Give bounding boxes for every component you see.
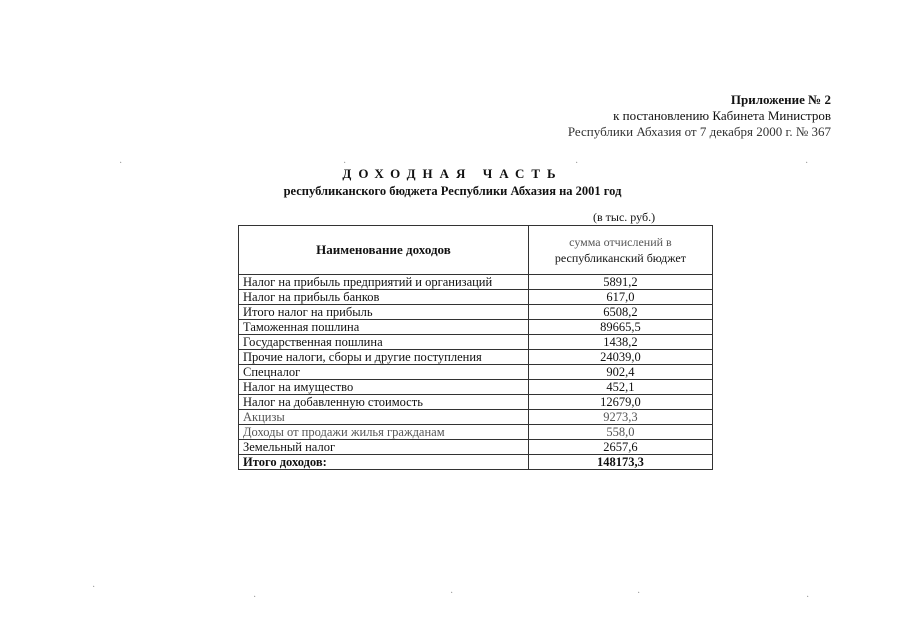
row-name: Спецналог [239,365,529,380]
row-value: 2657,6 [528,440,712,455]
document-title: ДОХОДНАЯ ЧАСТЬ [342,166,563,181]
table-row [239,440,713,455]
row-name: Налог на прибыль предприятий и организаций [239,275,529,290]
scan-speck: · [575,158,579,169]
scan-speck: · [637,588,641,599]
scan-speck: · [119,158,123,169]
row-name: Итого налог на прибыль [239,305,529,320]
total-row [239,455,713,470]
header-sum-line-1: сумма отчислений в [569,235,672,249]
revenue-table [238,225,713,470]
table-row [239,275,713,290]
appendix-line-2: к постановлению Кабинета Министров [613,108,831,123]
scan-speck: · [92,582,96,593]
row-value: 24039,0 [528,350,712,365]
header-sum-line-2: республиканский бюджет [554,251,686,265]
row-value: 89665,5 [528,320,712,335]
units-note: (в тыс. руб.) [593,210,656,224]
row-value: 452,1 [528,380,712,395]
appendix-note [568,92,831,140]
header-sum [528,226,712,275]
row-name: Налог на имущество [239,380,529,395]
table-row [239,395,713,410]
table-header-row [239,226,713,275]
row-value: 902,4 [528,365,712,380]
document-subtitle: республиканского бюджета Республики Абхазия на 2001 год [283,184,622,198]
row-name: Земельный налог [239,440,529,455]
table-row [239,290,713,305]
appendix-title: Приложение № 2 [730,92,831,107]
row-name: Прочие налоги, сборы и другие поступления [239,350,529,365]
row-value: 9273,3 [528,410,712,425]
table-row [239,425,713,440]
document-title-block [0,166,905,199]
table-row [239,380,713,395]
table-row [239,350,713,365]
scan-speck: · [806,592,810,603]
scan-speck: · [450,588,454,599]
row-name: Налог на добавленную стоимость [239,395,529,410]
table-row [239,320,713,335]
table-row [239,365,713,380]
table-row [239,410,713,425]
scan-speck: · [805,158,809,169]
row-value: 12679,0 [528,395,712,410]
row-name: Акцизы [239,410,529,425]
row-value: 1438,2 [528,335,712,350]
total-label: Итого доходов: [239,455,529,470]
header-name: Наименование доходов [239,226,529,275]
row-value: 6508,2 [528,305,712,320]
row-value: 5891,2 [528,275,712,290]
table-row [239,305,713,320]
row-value: 617,0 [528,290,712,305]
row-value: 558,0 [528,425,712,440]
row-name: Доходы от продажи жилья гражданам [239,425,529,440]
row-name: Таможенная пошлина [239,320,529,335]
table-row [239,335,713,350]
scan-speck: · [253,592,257,603]
appendix-line-3: Республики Абхазия от 7 декабря 2000 г. № 367 [567,124,831,139]
row-name: Государственная пошлина [239,335,529,350]
scan-speck: · [343,158,347,169]
total-value: 148173,3 [528,455,712,470]
row-name: Налог на прибыль банков [239,290,529,305]
